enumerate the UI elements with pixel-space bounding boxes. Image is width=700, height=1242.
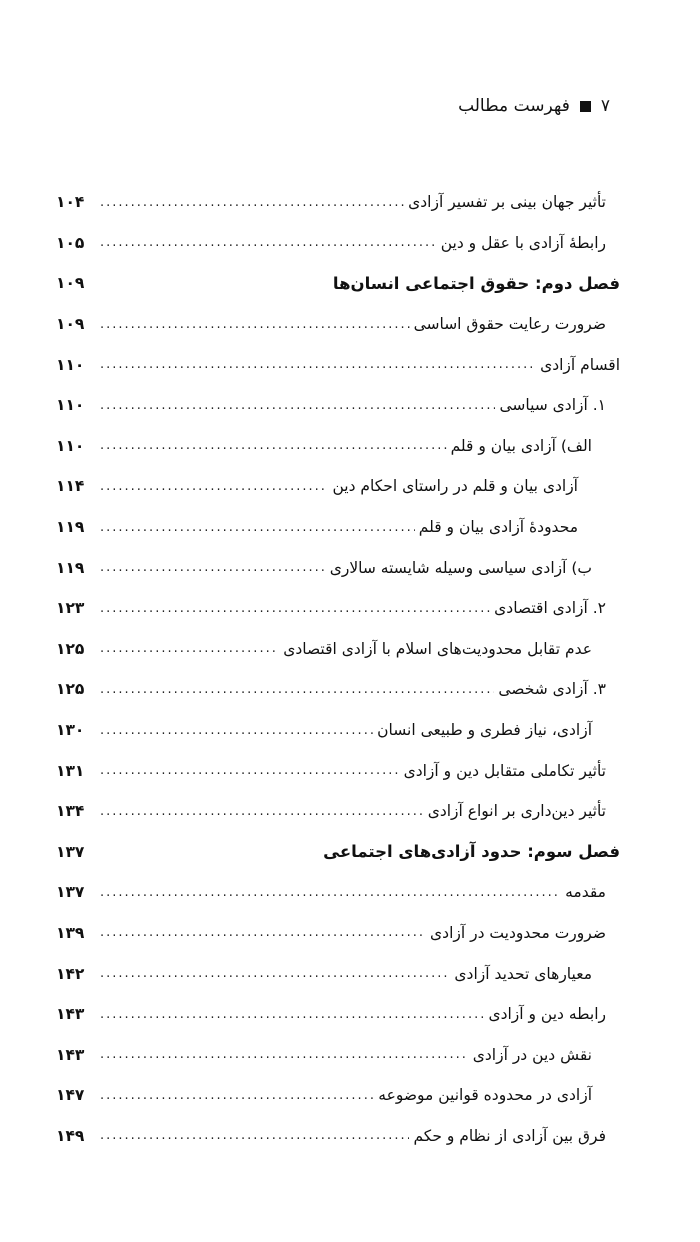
toc-page-number: ۱۳۹	[56, 923, 85, 942]
toc-chapter-heading[interactable]	[56, 832, 620, 873]
toc-entry[interactable]	[56, 1075, 620, 1116]
toc-page-number: ۱۴۲	[56, 964, 85, 983]
toc-entry-title: ب) آزادی سیاسی وسیله شایسته سالاری	[329, 558, 592, 577]
toc-page-number: ۱۳۷	[56, 842, 85, 861]
toc-entry[interactable]	[56, 344, 620, 385]
dot-leader	[100, 885, 561, 900]
toc-entry-title: رابطۀ آزادی با عقل و دین	[440, 233, 606, 252]
toc-entry-title: آزادی بیان و قلم در راستای احکام دین	[332, 477, 578, 496]
toc-entry[interactable]	[56, 223, 620, 264]
toc-entry[interactable]	[56, 994, 620, 1035]
toc-page-number: ۱۴۳	[56, 1045, 85, 1064]
toc-entry-title: فصل سوم: حدود آزادی‌های اجتماعی	[323, 842, 620, 862]
toc-page-number: ۱۲۵	[56, 680, 85, 699]
dot-leader	[100, 641, 279, 656]
toc-page-number: ۱۲۳	[56, 599, 85, 618]
toc-page-number: ۱۴۷	[56, 1086, 85, 1105]
toc-entry[interactable]	[56, 669, 620, 710]
header-title: فهرست مطالب	[458, 96, 570, 116]
dot-leader	[100, 601, 490, 616]
dot-leader	[100, 682, 494, 697]
toc-entry-title: آزادی در محدوده قوانین موضوعه	[378, 1086, 592, 1105]
toc-entry[interactable]	[56, 750, 620, 791]
dot-leader	[100, 560, 326, 575]
toc-entry[interactable]	[56, 426, 620, 467]
dot-leader	[100, 1128, 409, 1143]
toc-entry-title: تأثیر دین‌داری بر انواع آزادی	[427, 802, 606, 821]
dot-leader	[100, 235, 437, 250]
dot-leader	[100, 763, 400, 778]
toc-page-number: ۱۳۷	[56, 883, 85, 902]
dot-leader	[100, 925, 426, 940]
toc-page-number: ۱۱۰	[56, 355, 85, 374]
toc-entry[interactable]	[56, 304, 620, 345]
dot-leader	[100, 804, 424, 819]
toc-entry[interactable]	[56, 710, 620, 751]
dot-leader	[100, 1088, 374, 1103]
toc-page-number: ۱۳۱	[56, 761, 85, 780]
toc-page-number: ۱۱۹	[56, 558, 85, 577]
toc-entry[interactable]	[56, 791, 620, 832]
toc-entry-title: ضرورت محدودیت در آزادی	[430, 923, 606, 942]
dot-leader	[100, 398, 495, 413]
toc-entry[interactable]	[56, 1116, 620, 1157]
running-header	[458, 96, 610, 116]
toc-entry-title: محدودۀ آزادی بیان و قلم	[418, 518, 578, 537]
toc-page-number: ۱۰۹	[56, 315, 85, 334]
toc-page-number: ۱۰۴	[56, 193, 85, 212]
toc-chapter-heading[interactable]	[56, 263, 620, 304]
toc-page-number: ۱۲۵	[56, 639, 85, 658]
toc-page-number: ۱۰۵	[56, 233, 85, 252]
toc-entry-title: الف) آزادی بیان و قلم	[450, 436, 592, 455]
square-bullet-icon	[580, 101, 591, 112]
dot-leader	[100, 317, 410, 332]
table-of-contents	[56, 182, 620, 1156]
toc-entry-title: معیارهای تحدید آزادی	[454, 964, 592, 983]
toc-entry-title: آزادی، نیاز فطری و طبیعی انسان	[377, 721, 592, 740]
toc-entry-title: فصل دوم: حقوق اجتماعی انسان‌ها	[332, 273, 620, 293]
toc-entry-title: فرق بین آزادی از نظام و حکم	[413, 1126, 606, 1145]
dot-leader	[100, 357, 536, 372]
toc-entry-title: ۳. آزادی شخصی	[498, 680, 606, 699]
dot-leader	[100, 438, 447, 453]
toc-entry-title: تأثیر تکاملی متقابل دین و آزادی	[403, 761, 606, 780]
toc-entry-title: ۲. آزادی اقتصادی	[494, 599, 606, 618]
toc-page-number: ۱۴۳	[56, 1005, 85, 1024]
toc-entry-title: اقسام آزادی	[540, 355, 620, 374]
toc-entry[interactable]	[56, 629, 620, 670]
toc-entry-title: رابطه دین و آزادی	[488, 1005, 606, 1024]
dot-leader	[100, 520, 415, 535]
toc-entry[interactable]	[56, 385, 620, 426]
toc-page-number: ۱۱۴	[56, 477, 85, 496]
dot-leader	[100, 723, 373, 738]
dot-leader	[100, 195, 404, 210]
dot-leader	[100, 1007, 484, 1022]
toc-entry[interactable]	[56, 1034, 620, 1075]
toc-entry[interactable]	[56, 466, 620, 507]
toc-entry-title: ۱. آزادی سیاسی	[499, 396, 606, 415]
toc-entry[interactable]	[56, 588, 620, 629]
toc-entry[interactable]	[56, 507, 620, 548]
toc-page-number: ۱۴۹	[56, 1126, 85, 1145]
toc-entry-title: نقش دین در آزادی	[472, 1045, 592, 1064]
toc-page-number: ۱۱۰	[56, 396, 85, 415]
toc-entry-title: عدم تقابل محدودیت‌های اسلام با آزادی اقتصادی	[283, 639, 592, 658]
toc-page-number: ۱۱۹	[56, 518, 85, 537]
dot-leader	[100, 1047, 469, 1062]
toc-entry[interactable]	[56, 913, 620, 954]
toc-page-number: ۱۱۰	[56, 436, 85, 455]
toc-entry[interactable]	[56, 547, 620, 588]
toc-page-number: ۱۰۹	[56, 274, 85, 293]
toc-page-number: ۱۳۰	[56, 721, 85, 740]
header-page-number: ۷	[600, 96, 610, 116]
toc-entry-title: مقدمه	[565, 883, 606, 902]
toc-entry-title: تأثیر جهان بینی بر تفسیر آزادی	[408, 193, 606, 212]
toc-entry[interactable]	[56, 182, 620, 223]
toc-entry-title: ضرورت رعایت حقوق اساسی	[413, 315, 606, 334]
dot-leader	[100, 479, 328, 494]
toc-page-number: ۱۳۴	[56, 802, 85, 821]
toc-entry[interactable]	[56, 872, 620, 913]
toc-entry[interactable]	[56, 953, 620, 994]
dot-leader	[100, 966, 450, 981]
